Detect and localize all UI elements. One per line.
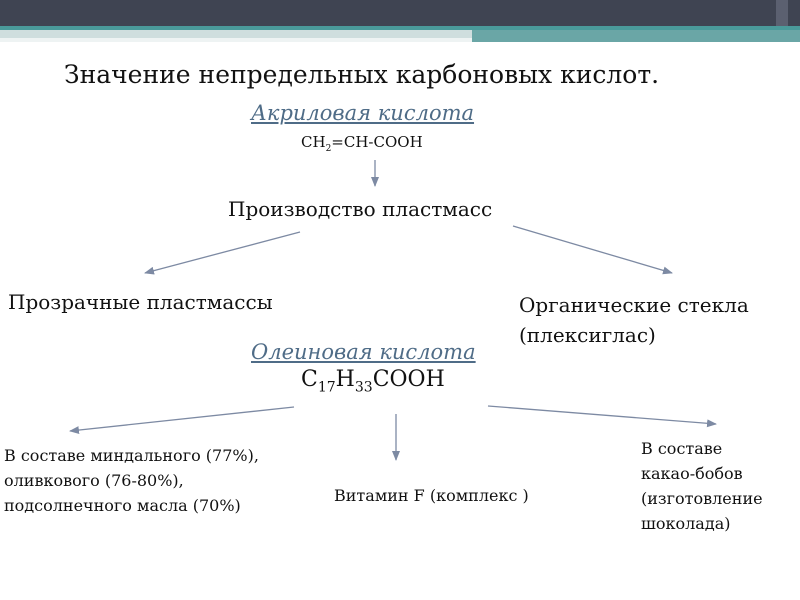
oils-line: подсолнечного масла (70%): [4, 496, 241, 515]
cocoa-line: какао-бобов: [641, 464, 743, 483]
oleic-acid-formula: [301, 367, 445, 395]
arrow-oleic-to-oils: [70, 407, 294, 431]
arrow-production-to-transparent: [145, 232, 300, 273]
formula-part: =CH-COOH: [331, 133, 423, 151]
plastics-production-node: Производство пластмасс: [228, 197, 493, 221]
formula-part: CH: [301, 133, 326, 151]
oleic-acid-name: Олеиновая кислота: [251, 340, 476, 364]
slide-title: Значение непредельных карбоновых кислот.: [64, 60, 660, 89]
oils-composition-node: [4, 443, 324, 518]
cocoa-beans-node: [641, 436, 800, 536]
formula-subscript: 33: [354, 379, 373, 396]
formula-part: COOH: [372, 367, 445, 392]
organic-glass-line: Органические стекла: [519, 293, 749, 317]
arrow-production-to-organic-glass: [513, 226, 672, 273]
transparent-plastics-node: Прозрачные пластмассы: [8, 290, 273, 314]
oils-line: оливкового (76-80%),: [4, 471, 184, 490]
cocoa-line: (изготовление: [641, 489, 763, 508]
organic-glass-line: (плексиглас): [519, 323, 656, 347]
acrylic-acid-formula: [301, 133, 423, 154]
oils-line: В составе миндального (77%),: [4, 446, 259, 465]
cocoa-line: В составе: [641, 439, 723, 458]
formula-subscript: 17: [317, 379, 336, 396]
cocoa-line: шоколада): [641, 514, 731, 533]
acrylic-acid-name: Акриловая кислота: [251, 101, 475, 125]
organic-glass-node: [519, 290, 799, 350]
vitamin-f-node: Витамин F (комплекс ): [334, 486, 529, 505]
formula-part: H: [335, 367, 355, 392]
formula-subscript: 2: [325, 144, 332, 154]
arrow-oleic-to-cocoa: [488, 406, 716, 424]
formula-part: C: [301, 367, 318, 392]
